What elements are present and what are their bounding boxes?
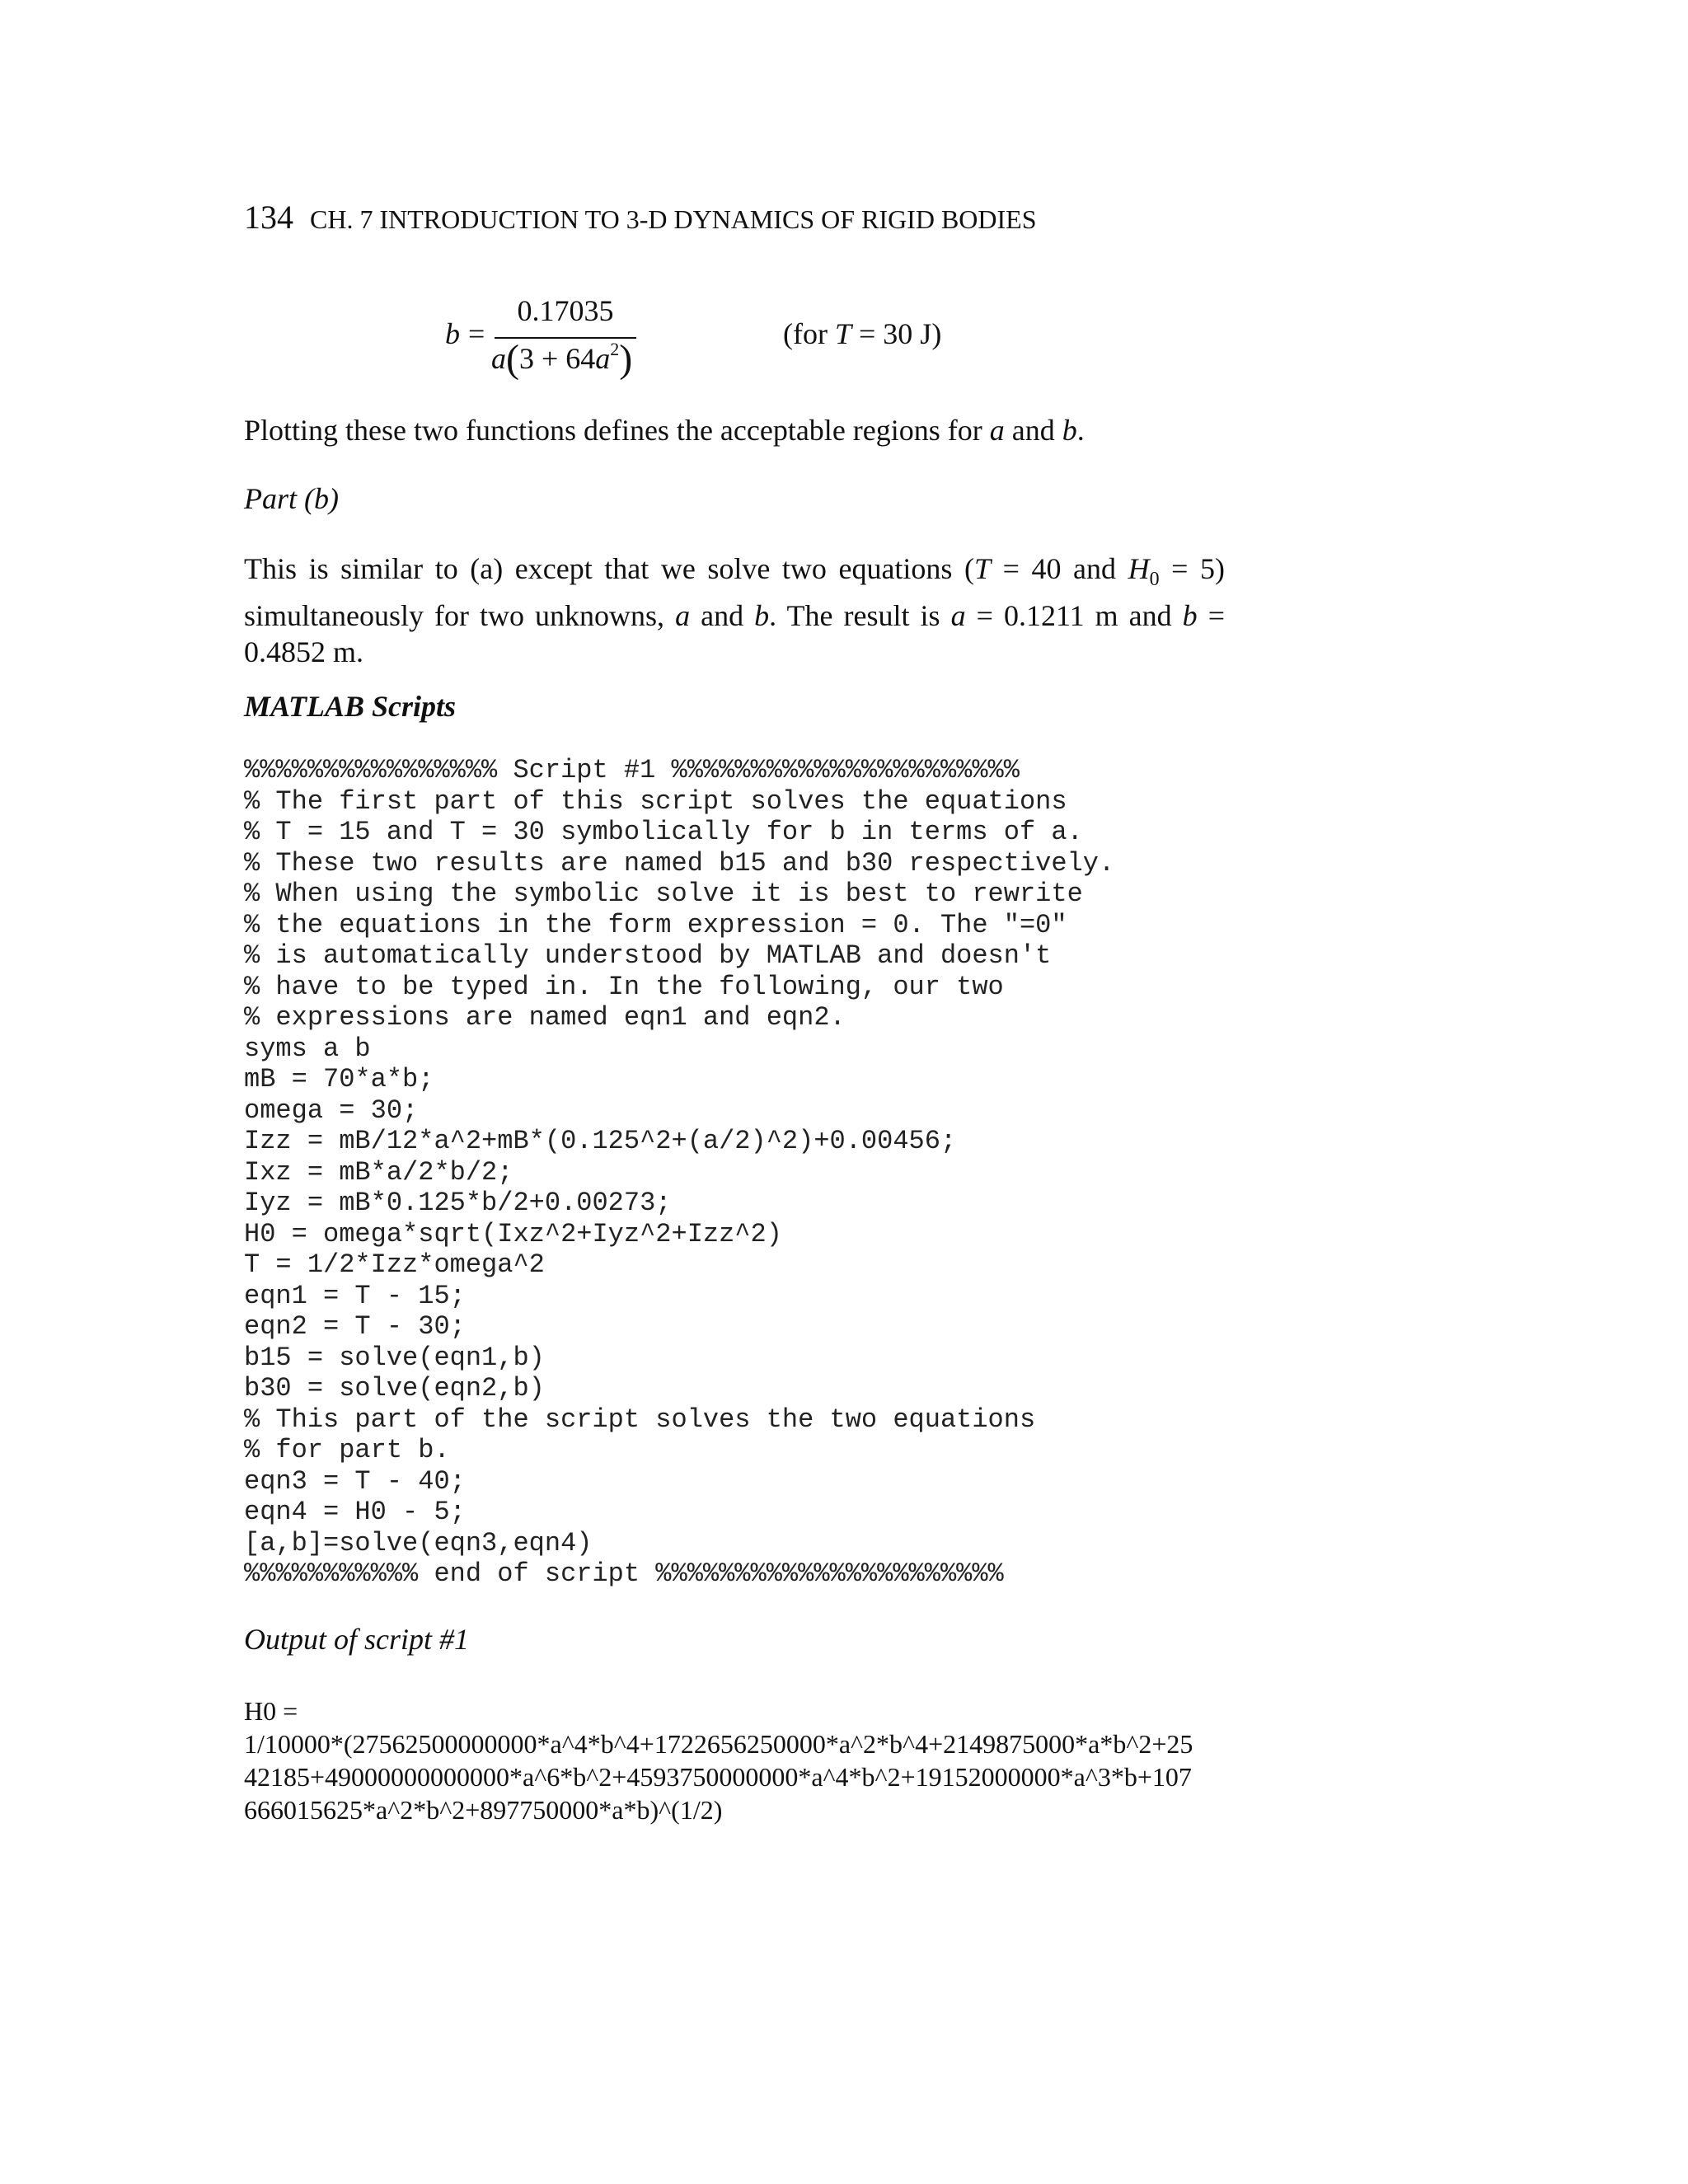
code-line: % the equations in the form expression = 0. The "=0" xyxy=(244,909,1067,940)
code-line: omega = 30; xyxy=(244,1094,419,1126)
running-header xyxy=(244,198,1037,237)
code-line: eqn1 = T - 15; xyxy=(244,1280,466,1311)
matlab-code-block xyxy=(244,755,1114,1590)
code-line: b30 = solve(eqn2,b) xyxy=(244,1373,545,1404)
code-line: % expressions are named eqn1 and eqn2. xyxy=(244,1002,846,1033)
output-heading: Output of script #1 xyxy=(244,1623,470,1656)
code-line: % These two results are named b15 and b30 respectively. xyxy=(244,847,1115,879)
code-line: b15 = solve(eqn1,b) xyxy=(244,1342,545,1373)
matlab-scripts-heading: MATLAB Scripts xyxy=(244,690,457,723)
code-line: syms a b xyxy=(244,1033,371,1064)
code-line: % When using the symbolic solve it is best to rewrite xyxy=(244,879,1083,909)
equation-lhs: b xyxy=(445,317,460,350)
denominator-var: a xyxy=(491,342,506,375)
output-line: 42185+49000000000000*a^6*b^2+4593750000000*a^4*b^2+19152000000*a^3*b+107 xyxy=(244,1762,1192,1792)
code-line: Iyz = mB*0.125*b/2+0.00273; xyxy=(244,1188,672,1218)
chapter-title: CH. 7 INTRODUCTION TO 3-D DYNAMICS OF RIGID BODIES xyxy=(310,204,1037,234)
code-line: eqn4 = H0 - 5; xyxy=(244,1497,466,1527)
output-line: 1/10000*(27562500000000*a^4*b^4+1722656250000*a^2*b^4+2149875000*a*b^2+25 xyxy=(244,1729,1193,1759)
page-number: 134 xyxy=(244,199,293,236)
code-line: eqn2 = T - 30; xyxy=(244,1311,466,1342)
code-line: Ixz = mB*a/2*b/2; xyxy=(244,1156,513,1188)
code-line: %%%%%%%%%%%%%%%% Script #1 %%%%%%%%%%%%%%%%%%%%%% xyxy=(244,755,1020,785)
denominator-inner: 3 + 64 xyxy=(518,342,596,375)
denominator-var2: a xyxy=(595,342,611,375)
output-line: H0 = xyxy=(244,1696,298,1726)
equation-equals: = xyxy=(468,317,485,350)
code-line: T = 1/2*Izz*omega^2 xyxy=(244,1249,545,1280)
code-line: eqn3 = T - 40; xyxy=(244,1465,466,1497)
paragraph-part-b: This is similar to (a) except that we solve two equations (T = 40 and $H_0 = 5$) simultaneously for two unknowns, a and b. The result is a = 0.1211 m and b = 0.4852 m. xyxy=(244,552,1226,669)
code-line: % is automatically understood by MATLAB and doesn't xyxy=(244,940,1052,971)
code-line: % T = 15 and T = 30 symbolically for b in terms of a. xyxy=(244,817,1083,847)
part-b-heading: Part (b) xyxy=(244,482,339,515)
code-line: % for part b. xyxy=(244,1435,450,1465)
code-line: Izz = mB/12*a^2+mB*(0.125^2+(a/2)^2)+0.00456; xyxy=(244,1126,957,1156)
code-line: % This part of the script solves the two equations xyxy=(244,1404,1036,1435)
output-line: 666015625*a^2*b^2+897750000*a*b)^(1/2) xyxy=(244,1795,723,1825)
code-line: % The first part of this script solves the equations xyxy=(244,785,1067,817)
equation-numerator: 0.17035 xyxy=(517,294,614,327)
code-line: H0 = omega*sqrt(Ixz^2+Iyz^2+Izz^2) xyxy=(244,1218,782,1249)
code-line: %%%%%%%%%%% end of script %%%%%%%%%%%%%%%%%%%%%% xyxy=(244,1558,1004,1589)
equation-condition: (for T = 30 J) xyxy=(783,317,942,350)
code-line: mB = 70*a*b; xyxy=(244,1064,434,1094)
code-line: % have to be typed in. In the following, our two xyxy=(244,971,1004,1002)
paragraph-plotting: Plotting these two functions defines the acceptable regions for a and b. xyxy=(244,414,1085,447)
code-line: [a,b]=solve(eqn3,eqn4) xyxy=(244,1527,593,1558)
equation-denominator: $a(3 + 64a^2)$ xyxy=(491,337,633,381)
denominator-exponent: 2 xyxy=(610,339,620,359)
script-output xyxy=(244,1694,1233,1826)
